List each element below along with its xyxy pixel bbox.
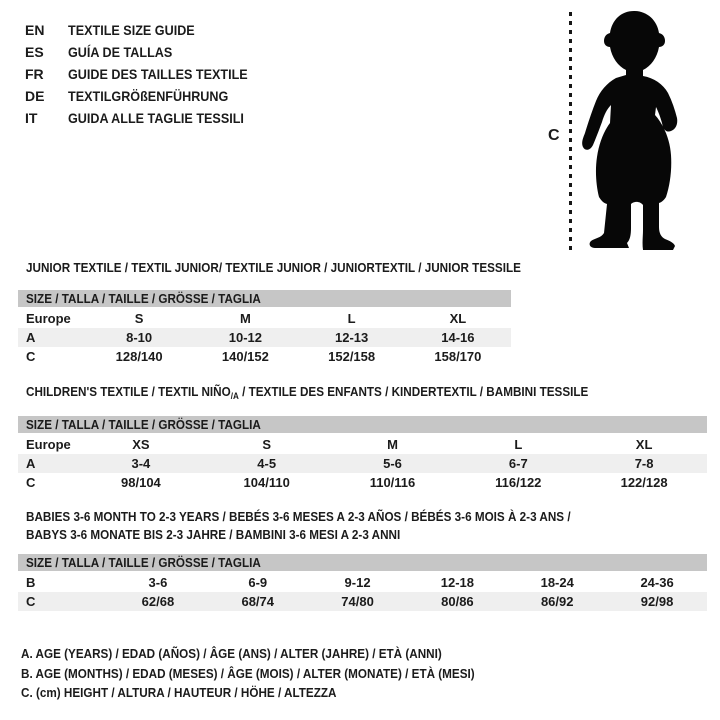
height-value: 104/110	[243, 475, 290, 490]
size-header-cell: SIZE / TALLA / TAILLE / GRÖSSE / TAGLIA	[18, 416, 707, 434]
size-value: M	[239, 311, 251, 326]
age-months-value: 24-36	[640, 575, 674, 590]
size-value: XL	[449, 311, 467, 326]
toddler-silhouette-icon	[577, 6, 697, 252]
size-value: L	[347, 311, 356, 326]
age-months-value: 6-9	[248, 575, 268, 590]
language-row-it	[25, 107, 268, 129]
size-value: M	[387, 437, 398, 452]
height-value: 152/158	[328, 349, 376, 364]
language-title: GUÍA DE TALLAS	[68, 44, 173, 60]
junior-table-header-bar	[18, 290, 511, 308]
babies-size-table	[18, 554, 707, 611]
age-months-value: 18-24	[540, 575, 574, 590]
table-row-height	[18, 592, 707, 611]
size-value: XL	[635, 437, 653, 452]
height-value: 62/68	[108, 592, 208, 611]
children-size-table	[18, 416, 707, 492]
row-label: B	[26, 575, 36, 590]
size-value: S	[262, 437, 272, 452]
language-code: EN	[25, 22, 45, 38]
nino-a-subscript: /A	[230, 391, 239, 401]
row-label: C	[26, 349, 36, 364]
height-measure-dotted-line	[569, 12, 572, 250]
table-row-age-months	[18, 572, 707, 592]
size-value: S	[134, 311, 144, 326]
language-code: DE	[25, 88, 45, 104]
language-title: TEXTILE SIZE GUIDE	[68, 22, 195, 38]
height-measure-label: C	[548, 127, 560, 144]
height-value: 128/140	[115, 349, 163, 364]
row-label: Europe	[26, 311, 71, 326]
babies-table-header-bar	[18, 554, 707, 572]
babies-heading-line2: BABYS 3-6 MONATE BIS 2-3 JAHRE / BAMBINI 3-6 MESI A 2-3 ANNI	[26, 527, 401, 542]
size-value: L	[514, 437, 523, 452]
language-row-de	[25, 85, 268, 107]
row-label: C	[26, 475, 36, 490]
babies-heading-line1: BABIES 3-6 MONTH TO 2-3 YEARS / BEBÉS 3-6 MESES A 2-3 AÑOS / BÉBÉS 3-6 MOIS À 2-3 ANS /	[26, 509, 571, 524]
age-value: 3-4	[78, 454, 204, 473]
height-value: 158/170	[434, 349, 482, 364]
age-value: 12-13	[299, 328, 405, 347]
height-value: 74/80	[308, 592, 408, 611]
height-value: 86/92	[507, 592, 607, 611]
age-value: 14-16	[405, 328, 511, 347]
size-value: XS	[132, 437, 150, 452]
table-row-europe	[18, 434, 707, 454]
age-value: 8-10	[86, 328, 192, 347]
age-months-value: 12-18	[440, 575, 475, 590]
height-value: 110/116	[369, 475, 416, 490]
children-section-heading: CHILDREN'S TEXTILE / TEXTIL $NIÑO_{/A}$ / TEXTILE DES ENFANTS / KINDERTEXTIL / BAMBINI TESSILE	[26, 384, 589, 401]
age-value: 10-12	[192, 328, 298, 347]
height-value: 116/122	[495, 475, 542, 490]
table-row-height	[18, 347, 511, 366]
babies-section-heading	[26, 508, 631, 544]
legend-line-a: A. AGE (YEARS) / EDAD (AÑOS) / ÂGE (ANS) / ALTER (JAHRE) / ETÀ (ANNI)	[21, 646, 442, 661]
age-value: 6-7	[455, 454, 581, 473]
language-list	[25, 19, 268, 129]
age-value: 4-5	[204, 454, 330, 473]
junior-section-heading: JUNIOR TEXTILE / TEXTIL JUNIOR/ TEXTILE JUNIOR / JUNIORTEXTIL / JUNIOR TESSILE	[26, 260, 521, 275]
height-value: 68/74	[208, 592, 308, 611]
table-row-age	[18, 454, 707, 473]
row-label: A	[18, 454, 78, 473]
junior-size-table	[18, 290, 511, 366]
row-label: C	[18, 592, 108, 611]
language-code: ES	[25, 44, 44, 60]
height-value: 92/98	[607, 592, 707, 611]
table-row-height	[18, 473, 707, 492]
language-row-es	[25, 41, 268, 63]
language-title: TEXTILGRÖßENFÜHRUNG	[68, 88, 229, 104]
language-title: GUIDE DES TAILLES TEXTILE	[68, 66, 248, 82]
table-row-europe	[18, 308, 511, 328]
height-value: 122/128	[620, 475, 668, 490]
age-months-value: 9-12	[344, 575, 371, 590]
row-label: Europe	[26, 437, 71, 452]
language-code: FR	[25, 66, 44, 82]
language-row-fr	[25, 63, 268, 85]
row-label: A	[18, 328, 86, 347]
language-title: GUIDA ALLE TAGLIE TESSILI	[68, 110, 244, 126]
age-months-value: 3-6	[148, 575, 168, 590]
age-value: 5-6	[330, 454, 456, 473]
legend-line-b: B. AGE (MONTHS) / EDAD (MESES) / ÂGE (MOIS) / ALTER (MONATE) / ETÀ (MESI)	[21, 665, 475, 681]
height-value: 80/86	[407, 592, 507, 611]
size-header-cell: SIZE / TALLA / TAILLE / GRÖSSE / TAGLIA	[18, 554, 707, 572]
language-code: IT	[25, 110, 38, 126]
legend	[21, 646, 525, 705]
table-row-age	[18, 328, 511, 347]
height-value: 98/104	[121, 475, 161, 490]
children-table-header-bar	[18, 416, 707, 434]
legend-line-c: C. (cm) HEIGHT / ALTURA / HAUTEUR / HÖHE / ALTEZZA	[21, 685, 337, 700]
language-row-en	[25, 19, 268, 41]
age-value: 7-8	[581, 454, 707, 473]
height-value: 140/152	[221, 349, 269, 364]
size-header-cell: SIZE / TALLA / TAILLE / GRÖSSE / TAGLIA	[18, 290, 511, 308]
